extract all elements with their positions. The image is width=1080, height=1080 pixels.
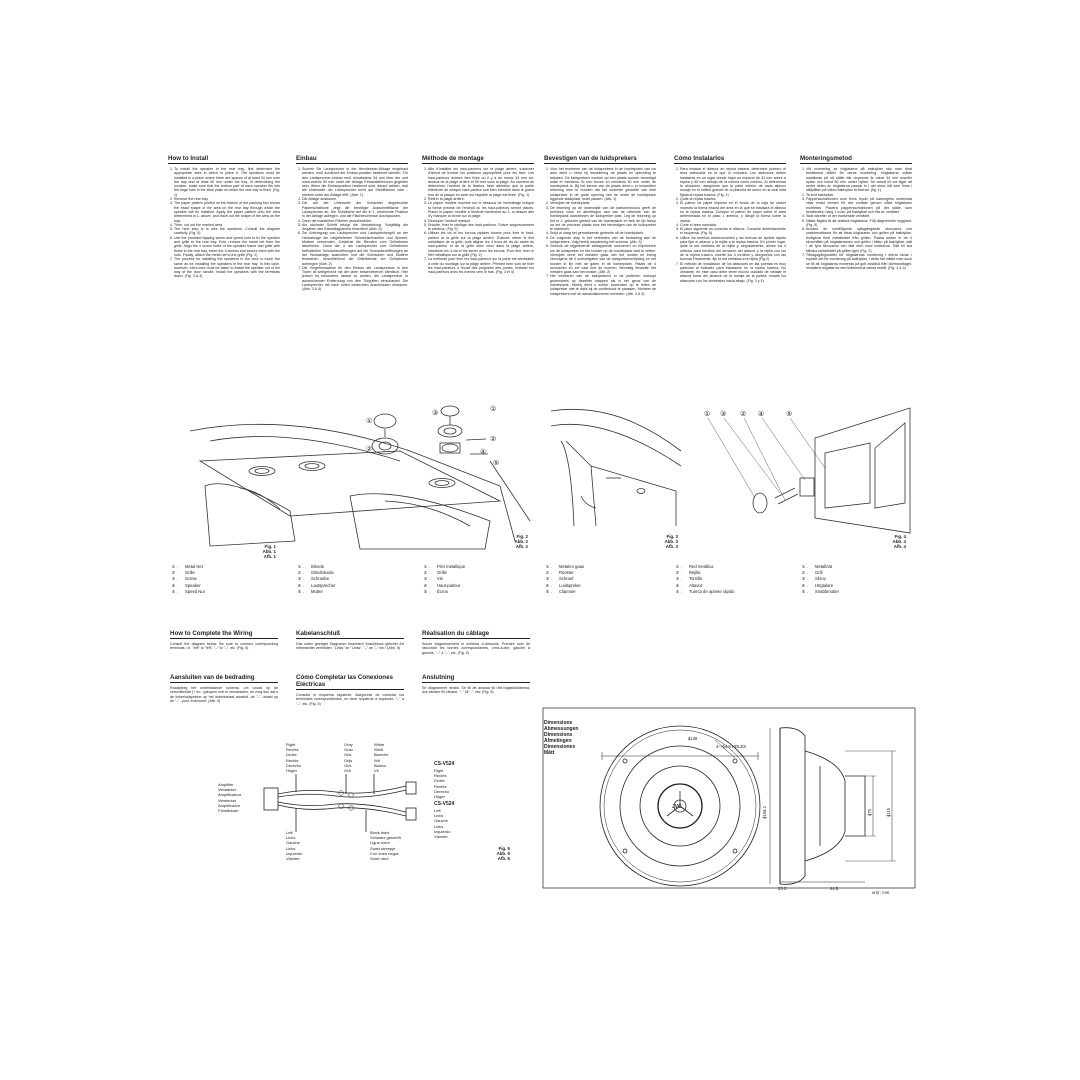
step: 1. Para instalar el altavoz en repisa trasera, determine primero el área adecuada en la que lo colocará. Los altavoces deben instalarse en un lugar donde haya un espacio de 34 mm sobre a repisa y 50 mm debajo de la misma como mínimo. Al determinar la ubicación, asegúrese que la parte inferior de cada altavoz encaje en el orificio grande de la plancha de acero en la cual está fijada la repisa trasera. (Fig. 1) xyxy=(680,167,786,197)
figure-rear-tray-illustration xyxy=(170,391,540,551)
step: 6. Utilice los tornillos autorroscantes y las tuercas de apriete rápido para fijar el altavoz y la rejilla a la repisa trasera. En primer lugar, quite la red metálica de la rejilla y, seguidamente, alinee los 4 orificios para tornillos del armazón del altavoz y la rejilla con los de la repisa trasera, inserte los 4 tornillos y asegúrelos con las tuercas.Finalmente, fije la red metálica a la rejilla (Fig.2) xyxy=(680,236,786,262)
install-title-nl: Bevestigen van de luidsprekers xyxy=(544,155,656,164)
dim-d168: ϕ168.2 xyxy=(761,806,767,819)
label-gray: Gray Grau Gris Grijs Gris Grå xyxy=(344,742,353,774)
wiring-col-sv xyxy=(422,674,530,695)
dimensions-heading: Dimensions Abmessungen Dimensions Afmetingen Dimensiones Mått xyxy=(544,720,579,756)
legend-sv: ① . Metallnät ② . Grill ③ . Skruv ④ . Högtalare ⑤ . Snabbmutter xyxy=(801,564,839,594)
callout-3: ③ xyxy=(720,410,727,418)
wiring-text-es: Consulte el esquema siguiente. Asegúrese de conectar los terminales correspondientes, es decir izquierdo a izquierdo, "–" a "–", etc. (Fig. 5) xyxy=(296,693,404,706)
step: 5. The next step is to wire the speakers. Consult the diagram carefully. (Fig. 5) xyxy=(174,227,280,236)
fig4-label: Fig. 4 Abb. 4 Afb. 4 xyxy=(892,534,906,550)
wiring-col-es xyxy=(296,674,404,706)
install-col-sv xyxy=(800,155,912,270)
step: 7. La méthode pour fixer les haut-parleurs sur la porte est semblable à celle du montage sur la plage arrière. Prendre bien soin de fixer les haut-parleurs à l'écart des poignées des portes. Installer les haut-parleurs avec les bornes vers le bas. (Fig. 3 et 4) xyxy=(428,257,534,274)
figure-door-speaker-exploded xyxy=(700,408,920,538)
step: 2. Retirer la plage arrière. xyxy=(428,197,534,201)
step: 5. Ensuite, fixer le câblage des haut-parleurs. Suivre soigneusement le schéma. (Fig. 5) xyxy=(428,223,534,232)
figure-door-illustration xyxy=(546,396,686,536)
step: 4. Skär därefter ut det markerade området. xyxy=(806,214,912,218)
step: 1. Afin d'installer les haut-parleurs sur la plage arrière, s'assurer d'abord de trouver les positions appropriées pour les fixer. Les haut-parleurs doivent être fixés où il y a au moins 34 mm au-dessus de la plage arrière et 50 mm sous la plage. Au moment de déterminer l'endroit de la fixation, faire attention que la partie inférieure de chaque haut-parleur soit bien introduit dans le grand trou de la plaque en acier sur laquelle la plage est fixée. (Fig. 1) xyxy=(428,167,534,197)
model-left-sub: Left Links Gauche Links Izquierdo Vänster xyxy=(434,808,451,840)
step: 6. Use the provided tapping screw and speed nuts to fix the speaker and grille to the rear tray. First, remove the metal net from the grille. Align the 4 screw holes of the speaker frame and grille with those in the rear tray, insert the 4 screws and secure them with the nuts. Finally, attach the metal net to the grille.(Fig. 2) xyxy=(174,236,280,257)
wiring-title-de: Kabelanschluß xyxy=(296,630,404,639)
callout-2: ② xyxy=(366,445,373,453)
step: 6. Gebruik de bijgeleverde zelftappende schroeven en klipmoeren om de luidspreker en het rooster op de hoedeplank vast te zetten. Verwijder eerst het metalen gaas van het rooster en breng vervolgens de 4 schroefgaten van de luidsprekeromlijsting en het rooster in lijn met de gaten in de hoedeplank. Plaats de 4 schroeven en zet vast met de moeren. Bevestig tenslotte het metalen gaas aan het rooster. (Afb. 2) xyxy=(550,244,656,274)
model-left: CS-V524 xyxy=(434,801,455,807)
label-left: Left Links Gauche Links Izquierdo Vänster xyxy=(286,830,303,862)
step: 6. Använd de medföljande självgängande skruvarna och snabbmuttrarna för att fästa högtalaren och grillen på bakhyllan. Avlägsna först metallnätet från grillen. Passa sedan in de 4 skruvhålen på högtalarramen och grillen i hålen på bakhyllan, sätt i de fyra skruvarna och fäst dem med muttrarna. Sätt till sist tillbaka metallnätet på grillen igen (Fig. 2) xyxy=(806,227,912,253)
step: 5. De volgende stap is het verbinden van de bedrading aan de luidsprekers. Volg hierbij nauwkeurig het schema. (Afb. 5) xyxy=(550,236,656,245)
step: 5. El paso siguiente es conectar el altavoz. Consulte detenidamente el esquema. (Fig. 5) xyxy=(680,227,786,236)
install-col-de xyxy=(296,155,408,292)
step: 2. Ta bort bakhyllan. xyxy=(806,193,912,197)
dim-unit: unit : mm xyxy=(872,890,890,895)
step: 4. Then, cut out the marked area. xyxy=(174,223,280,227)
install-title-es: Cómo Instalarlos xyxy=(674,155,786,164)
wiring-title-en: How to Complete the Wiring xyxy=(170,630,278,639)
step: 7. Die Vorgehensweise für den Einbau der Lautsprecher in den Türen ist weitgehend mit der oben beschriebenen identisch. Hier jedoch ist besonders darauf zu achten, die Lautsprecher in ausreichender Entfernung von den Türgriffen einzubauen! Die Lautsprecher mit nach unten weisenden Anschlüssen einbauen. (Abb. 3 & 4) xyxy=(302,266,408,292)
callout-4: ④ xyxy=(480,448,487,456)
model-right: CS-V524 xyxy=(434,761,455,767)
step: 3. The paper pattern printed on the bottom of the packing box shows the exact shape of the area on the rear tray through which the speaker will be installed. Apply the paper pattern onto the area determined in 1. above, and trace out the shape of the area on the tray. xyxy=(174,201,280,222)
fig2-label: Fig. 2 Abb. 2 Afb. 2 xyxy=(514,534,528,550)
step: 1. Vid montering av högtalarna på bakhyllan ska man först bestämma stället för deras montering. Högtalarna måste installeras på ett ställe där utrymmet är minst 34 mm ovanför hyllan och minst 50 mm under hyllan. Se också till vid läget att nedre delen av högtalarna passar in i det stora hål som finns i stålplåten på vilken bakhyllan är fixerad. (fig. 1) xyxy=(806,167,912,193)
wiring-text-nl: Raadpleeg het onderstaande schema. Let vooral op de verschillende (+ en –)pluspen met te verwisselen, en zorg dus dat u de linkerluidspreker op het linkerkanaal aansluit, de "–" -draad op de "–" -pool, enzovoort. (Afb. 5) xyxy=(170,686,278,703)
step: 3. De tekening op de onderzijde van de kartonnendoos geeft de precieze vorm en afmetingen aan van de uitsnede van de hoedeplank waarbinnen de luidspreker past. Leg de tekening op het in 1. gekozen gebied van de hoedeplank en trek de lijn framp na om de precieze plaats voor het bevestigen van de luidspreker te markeren. xyxy=(550,206,656,232)
install-col-fr xyxy=(422,155,534,274)
wiring-title-es: Cómo Completar las Conexiones Eléctricas xyxy=(296,674,404,690)
callout-3: ③ xyxy=(432,409,439,417)
label-amplifier: Amplifier Verstärker Amplificateur Versterker Amplificador Förstärkare xyxy=(218,782,242,814)
wiring-text-en: Consult the diagram below. Be sure to connect corresponding terminals, i.e. "left" to "left", "–" to "–", etc. (Fig. 5) xyxy=(170,642,278,651)
label-black-lined: Black lined Schwarz gestreift Ligne noire Zwart streepje Con línea negra Svart rand xyxy=(370,830,401,862)
label-white: White Weiß Blanche Wit Blanco Vit xyxy=(374,742,389,774)
dim-w44: 44.5 xyxy=(830,886,839,891)
manual-sheet xyxy=(160,146,920,895)
step: 6. Zur Anbringung von Lautsprecher und Lautsprechergrill an der Heckablage die mitgelieferten Schneidschrauben und Speziel-Muttern verwenden. Zunächst die Blenden vom Grillrahmen abnehmen. Dann die 4 am Lautsprecher und Grillrahmen befindlichen Schraubenöffnungen auf die Schraubenöffnungen an der Heckablage ausrichten und die Schrauben und Muttern festziehen. Anschließend die Gitterblende am Grillrahmen anbringen (Abb. 2) xyxy=(302,231,408,265)
install-col-nl xyxy=(544,155,656,296)
step: 1. Suchen Sie Lautsprecher in der Heckfenster-Ablage eingebaut werden, muß zunächst der Einbau-position bestimmt werden. Für den Lautsprecher-einbau muß mindestens 34 mm über der und mind-estens 50 mm unter der Ablage Einbautiefenraum gegeben sein. Wenn die Einbauposition bestimmt wird, darauf achten, daß die Unterseite der Lautsprecher nicht auf Stahlflächen oder -streben unter der Ablage trifft. (Abb. 1) xyxy=(302,167,408,197)
step: 3. El patrón de papel impreso en el fondo de la caja de cartón muestra la forma exacta del área en la que se instalará el altavoz en la repisa trasera. Coloque el patrón de papel sobre el área determinada en el paso 1 anterior, y dibuje la forma sobre la repisa. xyxy=(680,201,786,222)
wiring-text-fr: Suivre soigneusement le schéma ci-dessous. Prendre soin de raccorder les bornes correspondantes, c'est-à-dire, gauche à gauche, "–" à "–", etc. (Fig. 5) xyxy=(422,642,530,655)
dim-d115: ϕ115 xyxy=(886,807,892,818)
step: 4. Corte el área marcada. xyxy=(680,223,786,227)
step: 6. Utiliser les vis et les écrous rapides fournis pour fixer le haut-parleur et la grille sur la plage arrière. D'abord, retirer le filet métallique de la grille, puis aligner les 4 trous de vis du cadre du haut-parleur et de la grille avec ceux dans la plage arrière, introduire les 4 vis et les serrer avec les écrous. Pour finir, fixer le filet métallique sur la grille (Fig. 2) xyxy=(428,231,534,257)
fig5-label: Fig. 5 Abb. 5 Afb. 5 xyxy=(496,846,510,862)
callout-2: ② xyxy=(740,410,747,418)
step: 5. Nästa åtgärd är att ansluta högtalarna. Följ diagrammet noggrant. (Fig. 5) xyxy=(806,219,912,228)
step: 5. Als nächster Schritt erfolgt die Verkabelung. Sorgfältig die Angaben des Kabeldiagramms beachten! (Abb. 5) xyxy=(302,223,408,232)
step: 3. Die auf der Unterseite der Schachtel abgedruckte Papierschablone zeigt die benötigte Ausschnittfläche der Lautsprecher an. Die Schablone auf die in 1. bestimmte Position in der Ablage auflegen, und die Flächenumrisse durchpausen. xyxy=(302,201,408,218)
wiring-text-sv: Se diagrammet nedan. Se till att ansluta till rätt högtalarklämma, dvs vänster till vänster, "–" till "–" osv. (Fig. 5) xyxy=(422,686,530,695)
install-steps-de xyxy=(296,167,408,292)
callout-1: ① xyxy=(366,417,373,425)
step: 4. Snijd of zaag het gemarkeerde gedeelte uit de hoedeplank. xyxy=(550,231,656,235)
legend-de: ① . Blende ② . Gitterblende ③ . Schraube ④ . Lautsprecher ⑤ . Mutter xyxy=(297,564,336,594)
step: 7. Tillvägagångssättet för högtalarnas montering i dörrar liknar i mycket det för montering på bakhyllan. I detta fall måste man dock se till att högtalarna monteras på gott avstånd från dörrhandtaget. Installera högtalarna med klämmorna vända nedåt. (Fig. 3 & 4) xyxy=(806,253,912,270)
legend-nl: ① . Metalen gaas ② . Rooster ③ . Schroef ④ . Luidspreker ⑤ . Clipmoer xyxy=(545,564,585,594)
step: 2. Die Ablage ausbauen. xyxy=(302,197,408,201)
install-steps-nl xyxy=(544,167,656,296)
legend-fr: ① . Filet métallique ② . Grille ③ . Vis ④ . Haut-parleur ⑤ . Écrou xyxy=(423,564,466,594)
fig3-label: Fig. 3 Abb. 3 Afb. 3 xyxy=(664,534,678,550)
callout-1: ① xyxy=(704,410,711,418)
step: 7. El método de instalación de los altavoces en las puertas es muy parecido al indicado para instalarlos en la repisa trasera. No obstante, en este caso debe tener mucho cuidado de instalar el altavoz fuera del alcance de la manija de la puerta. Instale los altavoces con los terminales hacia abajo. (Fig. 3 y 4) xyxy=(680,262,786,283)
callout-4: ④ xyxy=(758,410,765,418)
install-title-de: Einbau xyxy=(296,155,408,164)
model-right-sub: Right Rechts Droite Rechts Derecho Höger xyxy=(434,768,450,800)
step: 1. Voor het monteren van de luidsprekers in de hoedeplank van uw auto dient u eerst bij benadering de plaats en oplichting te bepalen. De luidsprekers moeten op een plaats worden bevestigd waar er minstens 34 mm boven en minstens 50 mm onder de hoedeplank is. Bij het kiezen van de plaats dient u er bovendien rekening mee te houden dat het onderste gedeelte van elke luidspreker in de grote opening van de onder de hoedeplank liggende staalplaat, moet passen. (Afb. 1) xyxy=(550,167,656,201)
step: 3. Pappersschablonen som finns tryckt på kartongens undersida visar exakt formen för det område genom vilket högtalaren monteras. Placera pappersschablonen på det ställe, som bestämdes i steg 1 ovan, på bakhyllan och rita av området. xyxy=(806,197,912,214)
install-title-sv: Monteringsmetod xyxy=(800,155,912,164)
step: 7. The process for installing the speakers in the door is much the same as for installing the speakers in the rear tray. In this case, however, extra care must be taken to install the speaker out of the way of the door handle. Install the speakers with the terminals down. (Fig. 3 & 4) xyxy=(174,257,280,278)
callout-5: ⑤ xyxy=(493,459,500,467)
callout-5: ⑤ xyxy=(786,410,793,418)
step: 4. Dann die markierten Flächen ausschneiden. xyxy=(302,219,408,223)
wiring-title-sv: Anslutning xyxy=(422,674,530,683)
wiring-title-nl: Aansluiten van de bedrading xyxy=(170,674,278,683)
install-col-es xyxy=(674,155,786,283)
fig1-label: Fig. 1 Abb. 1 Afb. 1 xyxy=(262,544,276,560)
callout-2b: ② xyxy=(490,435,497,443)
install-steps-sv xyxy=(800,167,912,270)
legend-es: ① . Red metálica ② . Rejilla ③ . Tornillo ④ . Altavoz ⑤ . Tuerca de apriete rápido xyxy=(675,564,735,594)
dim-d75: ϕ75 xyxy=(867,808,873,817)
wiring-title-fr: Réalisation du câblage xyxy=(422,630,530,639)
step: 2. Verwijder de hoedeplank. xyxy=(550,201,656,205)
install-steps-es xyxy=(674,167,786,283)
install-title-fr: Méthode de montage xyxy=(422,155,534,164)
dimensions-drawing xyxy=(540,706,920,892)
label-right: Right Rechts Droite Rechts Derecho Höger xyxy=(286,742,302,774)
callout-1b: ① xyxy=(490,405,497,413)
wiring-col-fr xyxy=(422,630,530,655)
step: 1. To install the speaker in the rear tray, first determine the appropriate area in which to place it. The speakers must be installed in a place where there are spaces of at least 34 mm over the tray and at least 50 mm under the tray. In determining the location, make sure that the bottom part of each speaker fits into the large hole in the steel plate on which the rear tray is fixed. (Fig. 1) xyxy=(174,167,280,197)
brand-logo: JVC xyxy=(672,804,682,810)
step: 2. Quite la repisa trasera. xyxy=(680,197,786,201)
wiring-col-nl xyxy=(170,674,278,703)
install-steps-fr xyxy=(422,167,534,274)
step: 7. Het monteren van de luidsprekers in de portieren verloopt grotendeels op dezelfde stappen als in het geval van de hoedeplank. Hierbij dient u echter bovendien op te letten de luidspreker niet te dicht bij de portierknok te plaatsen. Monteer de luidsprekers met de aansluitklemmen beneden. (Afb. 3 & 4) xyxy=(550,274,656,295)
wiring-text-de: Das unten gezeigte Diagramm beachten! Anschlüsse gleicher Art miteinander verbinden: "Links" an "Links", "–" an "–" etc.! (Abb. 5) xyxy=(296,642,404,651)
install-col-en xyxy=(168,155,280,279)
wiring-diagram xyxy=(256,774,436,834)
wiring-col-en xyxy=(170,630,278,651)
wiring-col-de xyxy=(296,630,404,651)
step: 3. Le papier modèle imprimé sur le dessous de l'emballage indique la forme précise de l'endroit où les haut-parleurs seront placés. Placer le papier modèle à l'endroit mentionné au 1. ci-dessus afin d'y marquer la forme sur la plage. xyxy=(428,201,534,218)
install-steps-en xyxy=(168,167,280,279)
dim-w23: 23.3 xyxy=(778,886,787,891)
install-title-en: How to Install xyxy=(168,155,280,164)
dim-d138: ϕ138 xyxy=(688,736,698,741)
step: 2. Remove the rear tray. xyxy=(174,197,280,201)
step: 4. Découper l'endroit marqué. xyxy=(428,219,534,223)
legend-en: ① . Metal Net ② . Grille ③ . Screw ④ . Speaker ⑤ . Speed Nut xyxy=(171,564,205,594)
dim-holes: 4—ϕ4.5 HOLES xyxy=(716,744,747,749)
